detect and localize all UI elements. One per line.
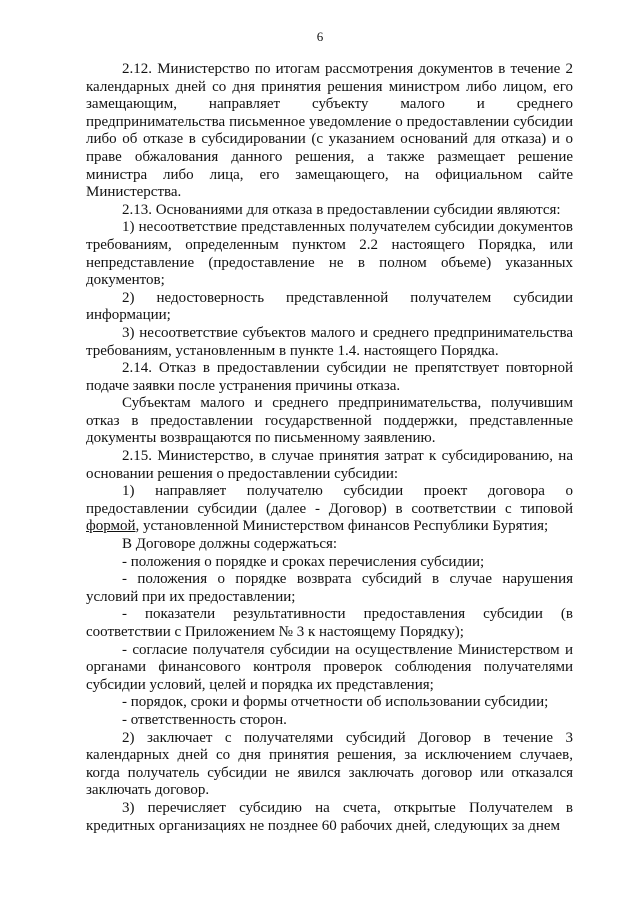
contract-contents-heading: В Договоре должны содержаться: bbox=[122, 536, 338, 553]
paragraph-refusal-return: Субъектам малого и среднего предпринимательства, получившим отказ в предоставлении государственной поддержки, представленные документы возвращаются по письменному заявлению. bbox=[86, 395, 573, 447]
contract-text-after: , установленной Министерством финансов Республики Бурятия; bbox=[135, 518, 549, 535]
refusal-reason-2: 2) недостоверность представленной получателем субсидии информации; bbox=[86, 289, 573, 324]
page-number: 6 bbox=[316, 29, 324, 44]
contract-item-refund: - положения о порядке возврата субсидий в случае нарушения условий при их предоставлении; bbox=[86, 571, 573, 605]
paragraph-2-12: 2.12. Министерство по итогам рассмотрения документов в течение 2 календарных дней со дня принятия решения министром либо лицом, его замещающим, направляет субъекту малого и среднего предпринимательства письменное уведомление о предоставлении субсидии либо об отказе в субсидировании (с указанием оснований для отказа) и о праве обжалования данного решения, а также размещает решение министра либо лица, его замещающего, на официальном сайте Министерства. bbox=[86, 61, 573, 201]
refusal-reason-3: 3) несоответствие субъектов малого и среднего предпринимательства требованиям, установленным в пункте 1.4. настоящего Порядка. bbox=[86, 324, 573, 359]
paragraph-2-13: 2.13. Основаниями для отказа в предоставлении субсидии являются: bbox=[122, 201, 561, 218]
contract-item-liability: - ответственность сторон. bbox=[122, 711, 287, 728]
form-link[interactable]: формой bbox=[86, 518, 136, 535]
contract-item-transfer-terms: - положения о порядке и сроках перечисления субсидии; bbox=[122, 553, 485, 570]
paragraph-2-14: 2.14. Отказ в предоставлении субсидии не препятствует повторной подаче заявки после устранения причины отказа. bbox=[86, 360, 573, 394]
action-conclude-contract: 2) заключает с получателями субсидий Договор в течение 3 календарных дней со дня принятия решения, за исключением случаев, когда получатель субсидии не явился заключать договор или отказался заключать договор. bbox=[86, 729, 573, 799]
paragraph-2-15: 2.15. Министерство, в случае принятия затрат к субсидированию, на основании решения о предоставлении субсидии: bbox=[86, 448, 573, 482]
contract-item-indicators: - показатели результативности предоставления субсидии (в соответствии с Приложением № 3 к настоящему Порядку); bbox=[86, 606, 573, 640]
contract-text-before: 1) направляет получателю субсидии проект договора о предоставлении субсидии (далее - Договор) в соответствии с типовой bbox=[86, 483, 573, 517]
action-transfer-subsidy: 3) перечисляет субсидию на счета, открытые Получателем в кредитных организациях не позднее 60 рабочих дней, следующих за днем bbox=[86, 799, 573, 834]
contract-item-reporting: - порядок, сроки и формы отчетности об использовании субсидии; bbox=[122, 694, 549, 711]
refusal-reason-1: 1) несоответствие представленных получателем субсидии документов требованиям, определенным пунктом 2.2 настоящего Порядка, или непредставление (предоставление не в полном объеме) указанных документов; bbox=[86, 219, 573, 289]
action-send-contract bbox=[86, 483, 573, 536]
contract-item-consent: - согласие получателя субсидии на осуществление Министерством и органами финансового контроля проверок соблюдения получателями субсидии условий, целей и порядка их представления; bbox=[86, 641, 573, 693]
document-body bbox=[86, 61, 573, 835]
